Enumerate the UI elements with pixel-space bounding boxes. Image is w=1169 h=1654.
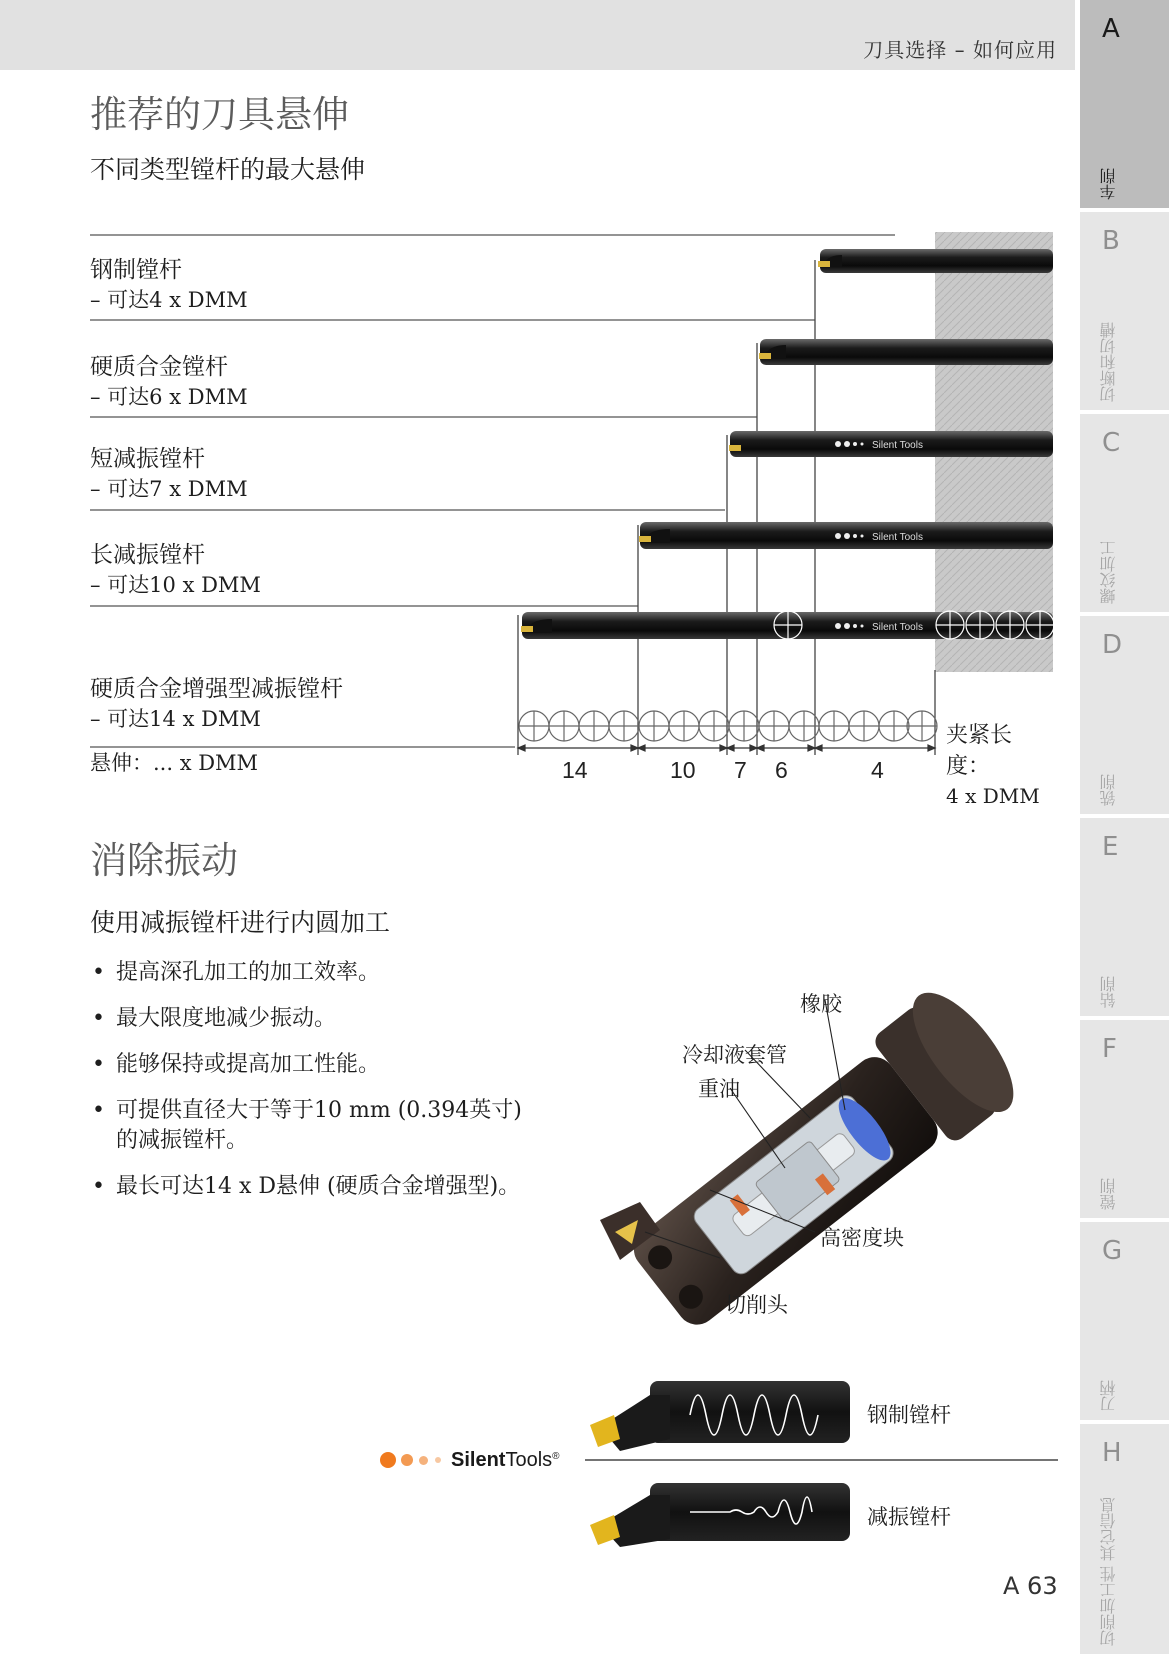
logo-text-light: Tools — [505, 1448, 553, 1471]
bar-brand-text: Silent Tools — [872, 440, 923, 451]
list-item: • 可提供直径大于等于10 mm (0.394英寸) 的减振镗杆。 — [90, 1096, 550, 1156]
tab-letter: C — [1102, 428, 1121, 458]
callout-dense-mass: 高密度块 — [820, 1226, 904, 1250]
callout-lines — [600, 970, 1060, 1330]
tab-letter: E — [1102, 832, 1119, 862]
tab-label: 铣削 — [1099, 774, 1118, 806]
section-subtitle-vibration: 使用减振镗杆进行内圆加工 — [90, 908, 391, 937]
label-carbide-bar — [90, 352, 248, 412]
overhang-axis-label: 悬伸：... x DMM — [90, 751, 259, 775]
bar-carbide — [759, 339, 1053, 365]
tab-g-tool-holding[interactable] — [1080, 1222, 1169, 1420]
list-item: • 能够保持或提高加工性能。 — [90, 1050, 590, 1080]
tab-label: 钻削 — [1099, 976, 1118, 1008]
tab-label: 刀柄 — [1099, 1380, 1118, 1412]
bar-long-damped — [639, 522, 1053, 549]
vibration-comparison-illustration — [580, 1375, 1060, 1555]
callout-cutting-head: 切削头 — [725, 1293, 788, 1317]
bar-short-damped — [729, 431, 1053, 457]
bar-steel — [818, 249, 1053, 273]
logo-dot-icon — [419, 1456, 428, 1465]
tab-letter: B — [1102, 226, 1120, 256]
tab-b-parting-grooving[interactable] — [1080, 212, 1169, 410]
bar-carbide-reinforced-damped — [521, 611, 1054, 639]
tab-letter: H — [1102, 1438, 1122, 1468]
label-steel-bar-comparison: 钢制镗杆 — [867, 1403, 951, 1427]
header-band — [0, 0, 1075, 70]
tab-e-drilling[interactable] — [1080, 818, 1169, 1016]
callout-rubber: 橡胶 — [800, 992, 842, 1016]
breadcrumb: 刀具选择 – 如何应用 — [863, 38, 1057, 62]
bar-reach: – 可达14 x DMM — [90, 707, 261, 731]
callout-heavy-oil: 重油 — [698, 1077, 740, 1101]
label-short-damped-bar — [90, 444, 248, 504]
bar-reach: – 可达7 x DMM — [90, 477, 248, 501]
clamp-length-label: 夹紧长度： — [946, 723, 1013, 779]
page-number: A 63 — [1003, 1572, 1058, 1600]
tab-letter: F — [1102, 1034, 1117, 1064]
bar-name: 硬质合金增强型减振镗杆 — [90, 676, 343, 702]
tab-letter: A — [1102, 14, 1120, 44]
label-damped-bar-comparison: 减振镗杆 — [867, 1505, 951, 1529]
dimension-14: 14 — [562, 757, 588, 783]
logo-dot-icon — [401, 1454, 413, 1466]
logo-registered-mark: ® — [552, 1450, 560, 1462]
benefit-list — [90, 958, 590, 1218]
steel-bar-vibration — [590, 1381, 850, 1451]
dimension-4: 4 — [871, 757, 884, 783]
list-item: • 提高深孔加工的加工效率。 — [90, 958, 590, 988]
tab-label: 车削 — [1099, 168, 1118, 200]
clamp-length-value: 4 x DMM — [946, 784, 1040, 808]
svg-text:Silent Tools: Silent Tools — [872, 532, 923, 543]
damped-bar-vibration — [590, 1483, 850, 1547]
logo-dot-icon — [435, 1457, 441, 1463]
tab-label: 切削加工性 其它信息 — [1099, 1496, 1118, 1646]
list-item: • 最大限度地减少振动。 — [90, 1004, 590, 1034]
label-long-damped-bar — [90, 540, 261, 600]
tab-label: 镗削 — [1099, 1178, 1118, 1210]
label-carbide-reinforced-bar — [90, 674, 343, 734]
tab-label: 螺纹加工 — [1099, 540, 1118, 604]
dimension-10: 10 — [670, 757, 696, 783]
section-title-vibration: 消除振动 — [90, 839, 238, 882]
label-steel-bar — [90, 255, 248, 315]
list-item: • 最长可达14 x D悬伸 (硬质合金增强型)。 — [90, 1172, 590, 1202]
bar-name: 硬质合金镗杆 — [90, 354, 228, 380]
bar-reach: – 可达6 x DMM — [90, 385, 248, 409]
dimension-7: 7 — [734, 757, 747, 783]
logo-text-bold: Silent — [451, 1448, 506, 1471]
svg-text:Silent Tools: Silent Tools — [872, 622, 923, 633]
tab-a-turning[interactable] — [1080, 0, 1169, 208]
tab-h-machinability[interactable] — [1080, 1424, 1169, 1654]
tab-letter: D — [1102, 630, 1123, 660]
section-title-overhang: 推荐的刀具悬伸 — [90, 93, 349, 136]
bar-name: 钢制镗杆 — [90, 257, 182, 283]
dmm-circle-row — [519, 711, 937, 741]
callout-coolant-tube: 冷却液套管 — [682, 1043, 787, 1067]
logo-dot-icon — [380, 1452, 396, 1468]
tab-c-threading[interactable] — [1080, 414, 1169, 612]
tab-label: 切断和切槽 — [1099, 322, 1118, 402]
bar-reach: – 可达4 x DMM — [90, 288, 248, 312]
tab-f-boring[interactable] — [1080, 1020, 1169, 1218]
bar-name: 长减振镗杆 — [90, 542, 205, 568]
tab-letter: G — [1102, 1236, 1123, 1266]
section-subtitle-overhang: 不同类型镗杆的最大悬伸 — [90, 155, 366, 184]
bar-reach: – 可达10 x DMM — [90, 573, 261, 597]
tab-d-milling[interactable] — [1080, 616, 1169, 814]
bar-name: 短减振镗杆 — [90, 446, 205, 472]
dimension-6: 6 — [775, 757, 788, 783]
silenttools-logo — [380, 1447, 560, 1473]
